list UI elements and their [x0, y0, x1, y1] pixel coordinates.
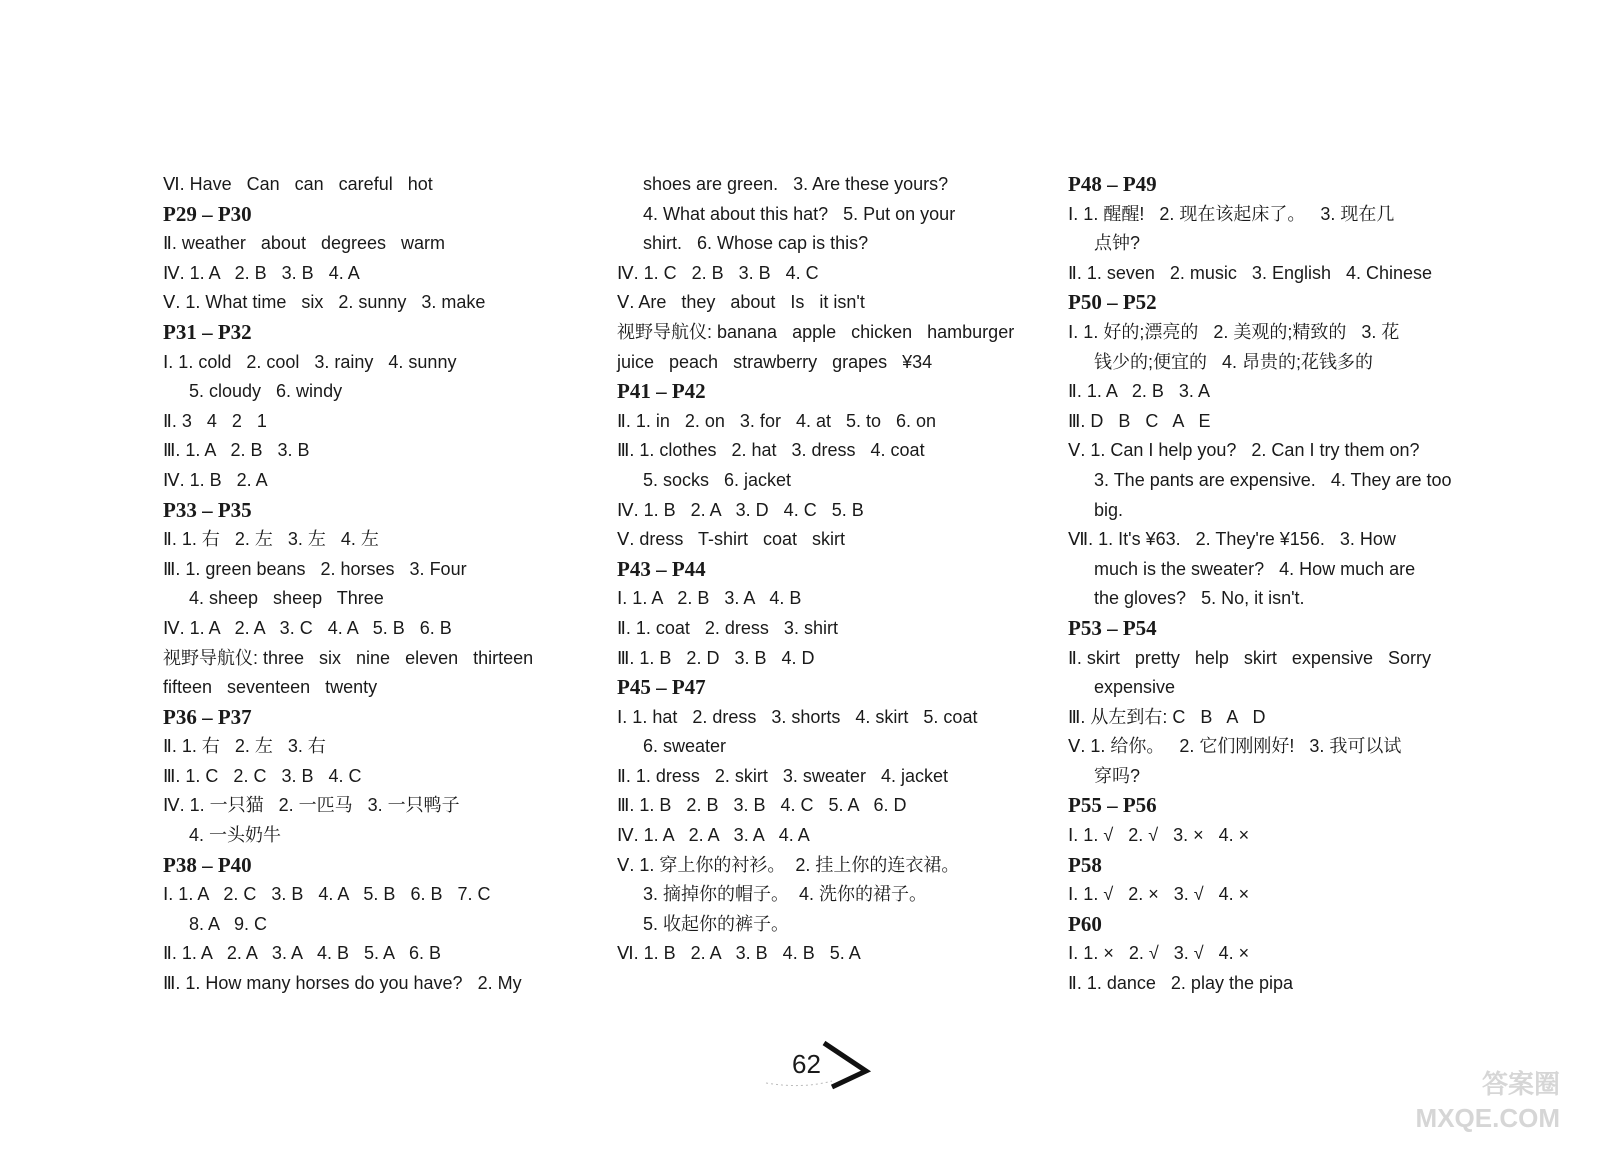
answer-line: 4. sheep sheep Three — [189, 588, 384, 609]
section-heading: P58 — [1068, 852, 1102, 877]
answer-line: Ⅰ. 1. A 2. B 3. A 4. B — [617, 588, 802, 609]
page-number: 62 — [792, 1049, 821, 1079]
answer-line: Ⅱ. 3 4 2 1 — [163, 410, 267, 431]
section-heading: P38 – P40 — [163, 852, 252, 877]
answer-line: Ⅱ. 1. in 2. on 3. for 4. at 5. to 6. on — [617, 410, 937, 431]
answer-line: Ⅱ. weather about degrees warm — [163, 233, 445, 254]
answer-column-left — [163, 170, 583, 999]
section-heading: P29 – P30 — [163, 201, 252, 226]
answer-line: Ⅲ. 1. How many horses do you have? 2. My — [163, 973, 522, 994]
answer-line: Ⅰ. 1. 醒醒! 2. 现在该起床了。 3. 现在几 — [1068, 203, 1395, 224]
answer-line: Ⅳ. 1. A 2. A 3. A 4. A — [617, 825, 810, 846]
answer-column-right — [1068, 170, 1468, 999]
answer-line: 穿吗? — [1094, 765, 1141, 786]
answer-line: 3. 摘掉你的帽子。 4. 洗你的裙子。 — [643, 884, 928, 905]
answer-line: Ⅳ. 1. A 2. B 3. B 4. A — [163, 262, 360, 283]
answer-line: Ⅴ. 1. 给你。 2. 它们刚刚好! 3. 我可以试 — [1068, 736, 1402, 757]
answer-line: 3. The pants are expensive. 4. They are too — [1094, 469, 1452, 490]
answer-line: Ⅲ. 从左到右: C B A D — [1068, 706, 1266, 727]
answer-line: Ⅱ. skirt pretty help skirt expensive Sorry — [1068, 647, 1431, 668]
answer-line: 6. sweater — [643, 736, 727, 757]
section-heading: P36 – P37 — [163, 704, 252, 729]
answer-line: the gloves? 5. No, it isn't. — [1094, 588, 1305, 609]
answer-line: Ⅲ. 1. green beans 2. horses 3. Four — [163, 558, 467, 579]
answer-line: Ⅴ. dress T-shirt coat skirt — [617, 529, 846, 550]
page-arrow-icon — [762, 1037, 882, 1097]
answer-line: Ⅳ. 1. B 2. A — [163, 469, 268, 490]
section-heading: P50 – P52 — [1068, 290, 1157, 315]
answer-line: Ⅴ. 1. Can I help you? 2. Can I try them on? — [1068, 440, 1420, 461]
answer-line: 点钟? — [1094, 233, 1141, 254]
section-heading: P45 – P47 — [617, 675, 706, 700]
answer-line: 4. 一头奶牛 — [189, 825, 282, 846]
section-heading: P31 – P32 — [163, 319, 252, 344]
answer-line: Ⅰ. 1. hat 2. dress 3. shorts 4. skirt 5. coat — [617, 706, 978, 727]
answer-line: Ⅰ. 1. 好的;漂亮的 2. 美观的;精致的 3. 花 — [1068, 321, 1400, 342]
answer-line: Ⅴ. 1. What time six 2. sunny 3. make — [163, 292, 486, 313]
answer-line: shoes are green. 3. Are these yours? — [643, 174, 949, 194]
answer-column-middle — [617, 170, 1037, 969]
section-heading: P55 – P56 — [1068, 793, 1157, 818]
watermark-text-en: MXQE.COM — [1415, 1103, 1560, 1133]
answer-line: expensive — [1094, 677, 1176, 698]
answer-line: Ⅲ. D B C A E — [1068, 410, 1211, 431]
answer-line: Ⅱ. 1. dress 2. skirt 3. sweater 4. jacket — [617, 765, 948, 786]
answer-line: Ⅲ. 1. B 2. D 3. B 4. D — [617, 647, 815, 668]
page-footer — [762, 1037, 882, 1097]
answer-line: Ⅰ. 1. A 2. C 3. B 4. A 5. B 6. B 7. C — [163, 884, 491, 905]
section-heading: P48 – P49 — [1068, 172, 1157, 196]
answer-line: Ⅱ. 1. A 2. A 3. A 4. B 5. A 6. B — [163, 943, 442, 964]
answer-line: Ⅲ. 1. C 2. C 3. B 4. C — [163, 765, 362, 786]
answer-line: Ⅲ. 1. A 2. B 3. B — [163, 440, 310, 461]
answer-line: Ⅰ. 1. × 2. √ 3. √ 4. × — [1068, 943, 1250, 964]
answer-line: Ⅴ. 1. 穿上你的衬衫。 2. 挂上你的连衣裙。 — [617, 854, 960, 875]
section-heading: P43 – P44 — [617, 556, 706, 581]
watermark-logo — [1416, 1067, 1560, 1135]
answer-line: Ⅲ. 1. B 2. B 3. B 4. C 5. A 6. D — [617, 795, 907, 816]
answer-line: Ⅳ. 1. C 2. B 3. B 4. C — [617, 262, 819, 283]
answer-line: Ⅱ. 1. coat 2. dress 3. shirt — [617, 617, 838, 638]
answer-line: Ⅳ. 1. A 2. A 3. C 4. A 5. B 6. B — [163, 617, 452, 638]
answer-line: Ⅱ. 1. A 2. B 3. A — [1068, 381, 1210, 402]
answer-line: shirt. 6. Whose cap is this? — [643, 233, 869, 254]
answer-line: 视野导航仪: banana apple chicken hamburger — [617, 321, 1015, 342]
answer-line: Ⅱ. 1. 右 2. 左 3. 左 4. 左 — [163, 529, 379, 550]
answer-line: 5. 收起你的裤子。 — [643, 913, 790, 934]
watermark-text-cn: 答案圈 — [1481, 1069, 1560, 1099]
answer-line: Ⅴ. Are they about Is it isn't — [617, 292, 865, 313]
answer-line: 4. What about this hat? 5. Put on your — [643, 203, 956, 224]
answer-line: Ⅰ. 1. cold 2. cool 3. rainy 4. sunny — [163, 351, 457, 372]
answer-line: Ⅳ. 1. 一只猫 2. 一匹马 3. 一只鸭子 — [163, 795, 460, 816]
section-heading: P60 — [1068, 911, 1102, 936]
section-heading: P53 – P54 — [1068, 615, 1157, 640]
answer-line: Ⅰ. 1. √ 2. × 3. √ 4. × — [1068, 884, 1250, 905]
answer-line: Ⅶ. 1. It's ¥63. 2. They're ¥156. 3. How — [1068, 529, 1396, 550]
answer-line: Ⅲ. 1. clothes 2. hat 3. dress 4. coat — [617, 440, 925, 461]
answer-line: Ⅵ. Have Can can careful hot — [163, 174, 433, 194]
answer-line: fifteen seventeen twenty — [163, 677, 378, 698]
answer-line: 5. socks 6. jacket — [643, 469, 792, 490]
answer-line: Ⅰ. 1. √ 2. √ 3. × 4. × — [1068, 825, 1250, 846]
answer-line: 视野导航仪: three six nine eleven thirteen — [163, 647, 534, 668]
section-heading: P33 – P35 — [163, 497, 252, 522]
answer-line: much is the sweater? 4. How much are — [1094, 558, 1416, 579]
answer-line: 钱少的;便宜的 4. 昂贵的;花钱多的 — [1094, 351, 1374, 372]
answer-line: 5. cloudy 6. windy — [189, 381, 343, 402]
answer-line: big. — [1094, 499, 1124, 520]
answer-line: 8. A 9. C — [189, 913, 268, 934]
answer-line: Ⅵ. 1. B 2. A 3. B 4. B 5. A — [617, 943, 861, 964]
answer-line: Ⅱ. 1. dance 2. play the pipa — [1068, 973, 1294, 994]
answer-line: Ⅱ. 1. 右 2. 左 3. 右 — [163, 736, 326, 757]
answer-line: Ⅳ. 1. B 2. A 3. D 4. C 5. B — [617, 499, 864, 520]
answer-line: juice peach strawberry grapes ¥34 — [617, 351, 933, 372]
section-heading: P41 – P42 — [617, 379, 706, 404]
answer-line: Ⅱ. 1. seven 2. music 3. English 4. Chinese — [1068, 262, 1433, 283]
